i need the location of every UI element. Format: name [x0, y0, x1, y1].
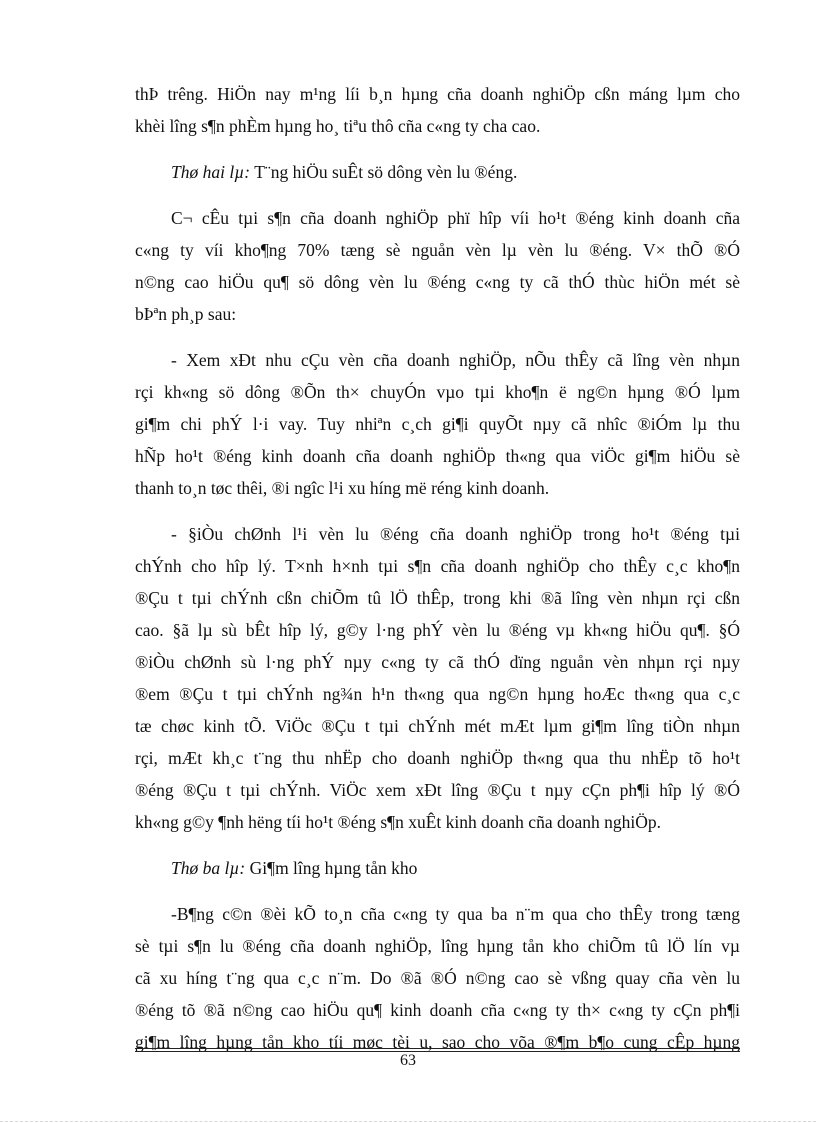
paragraph: [135, 898, 740, 1058]
paragraph: [135, 156, 740, 188]
text-line: [135, 156, 740, 188]
text-line: gi¶m chi phÝ l·i vay. Tuy nhiªn c¸ch gi¶i quyÕt nµy cã nhîc ®iÓm lµ thu: [135, 414, 740, 434]
text-line: ®éng tõ ®ã n©ng cao hiÖu qu¶ kinh doanh cña c«ng ty th× c«ng ty cÇn ph¶i: [135, 1000, 740, 1020]
paragraph: [135, 518, 740, 838]
section-lead: Thø hai lµ:: [171, 162, 251, 182]
paragraph: [135, 852, 740, 884]
text-line: rçi kh«ng sö dông ®Õn th× chuyÓn vµo tµi kho¶n ë ng©n hµng ®Ó lµm: [135, 382, 740, 402]
text-line: n©ng cao hiÖu qu¶ sö dông vèn lu ®éng c«ng ty cã thÓ thùc hiÖn mét sè: [135, 272, 740, 292]
text-line: -B¶ng c©n ®èi kÕ to¸n cña c«ng ty qua ba n¨m qua cho thÊy trong tæng: [171, 904, 740, 924]
text-line: rçi, mÆt kh¸c t¨ng thu nhËp cho doanh nghiÖp th«ng qua thu nhËp tõ ho¹t: [135, 748, 740, 768]
text-line: - Xem xÐt nhu cÇu vèn cña doanh nghiÖp, nÕu thÊy cã lîng vèn nhµn: [171, 350, 740, 370]
section-title: T¨ng hiÖu suÊt sö dông vèn lu ®éng.: [254, 162, 518, 182]
section-lead: Thø ba lµ:: [171, 858, 246, 878]
text-line: [135, 852, 740, 884]
text-line: ®Çu t tµi chÝnh cßn chiÕm tû lÖ thÊp, trong khi ®ã lîng vèn nhµn rçi cßn: [135, 588, 740, 608]
text-line: - §iÒu chØnh l¹i vèn lu ®éng cña doanh nghiÖp trong ho¹t ®éng tµi: [171, 524, 740, 544]
text-line: ®em ®Çu t tµi chÝnh ng¾n h¹n th«ng qua ng©n hµng hoÆc th«ng qua c¸c: [135, 684, 740, 704]
text-line: thÞ trêng. HiÖn nay m¹ng líi b¸n hµng cña doanh nghiÖp cßn máng lµm cho: [135, 84, 740, 104]
text-line: C¬ cÊu tµi s¶n cña doanh nghiÖp phï hîp víi ho¹t ®éng kinh doanh cña: [171, 208, 740, 228]
text-line: bÞªn ph¸p sau:: [135, 304, 237, 324]
paragraph: [135, 202, 740, 330]
text-line: kh«ng g©y ¶nh hëng tíi ho¹t ®éng s¶n xuÊt kinh doanh cña doanh nghiÖp.: [135, 812, 661, 832]
text-line: c«ng ty víi kho¶ng 70% tæng sè nguån vèn lµ vèn lu ®éng. V× thÕ ®Ó: [135, 240, 740, 260]
text-line: gi¶m lîng hµng tån kho tíi møc tèi u, sao cho võa ®¶m b¶o cung cÊp hµng: [135, 1032, 740, 1052]
page-edge: [0, 1121, 816, 1122]
section-title: Gi¶m lîng hµng tån kho: [249, 858, 418, 878]
footer-rule: [135, 1048, 740, 1049]
text-line: cao. §ã lµ sù bÊt hîp lý, g©y l·ng phÝ vèn lu ®éng vµ kh«ng hiÖu qu¶. §Ó: [135, 620, 740, 640]
text-line: hÑp ho¹t ®éng kinh doanh cña doanh nghiÖp th«ng qua viÖc gi¶m hiÖu sè: [135, 446, 740, 466]
paragraph: [135, 344, 740, 504]
text-line: khèi lîng s¶n phÈm hµng ho¸ tiªu thô cña c«ng ty cha cao.: [135, 116, 541, 136]
page-number: 63: [400, 1052, 416, 1069]
document-body: [135, 78, 740, 1058]
paragraph: [135, 78, 740, 142]
text-line: ®iÒu chØnh sù l·ng phÝ nµy c«ng ty cã thÓ dïng nguån vèn nhµn rçi nµy: [135, 652, 740, 672]
text-line: chÝnh cho hîp lý. T×nh h×nh tµi s¶n cña doanh nghiÖp cho thÊy c¸c kho¶n: [135, 556, 740, 576]
text-line: tæ chøc kinh tÕ. ViÖc ®Çu t tµi chÝnh mét mÆt lµm gi¶m lîng tiÒn nhµn: [135, 716, 740, 736]
text-line: thanh to¸n tøc thêi, ®i ngîc l¹i xu híng më réng kinh doanh.: [135, 478, 550, 498]
text-line: ®éng ®Çu t tµi chÝnh. ViÖc xem xÐt lîng ®Çu t nµy cÇn ph¶i hîp lý ®Ó: [135, 780, 740, 800]
text-line: sè tµi s¶n lu ®éng cña doanh nghiÖp, lîng hµng tån kho chiÕm tû lÖ lín vµ: [135, 936, 740, 956]
text-line: cã xu híng t¨ng qua c¸c n¨m. Do ®ã ®Ó n©ng cao sè vßng quay cña vèn lu: [135, 968, 740, 988]
